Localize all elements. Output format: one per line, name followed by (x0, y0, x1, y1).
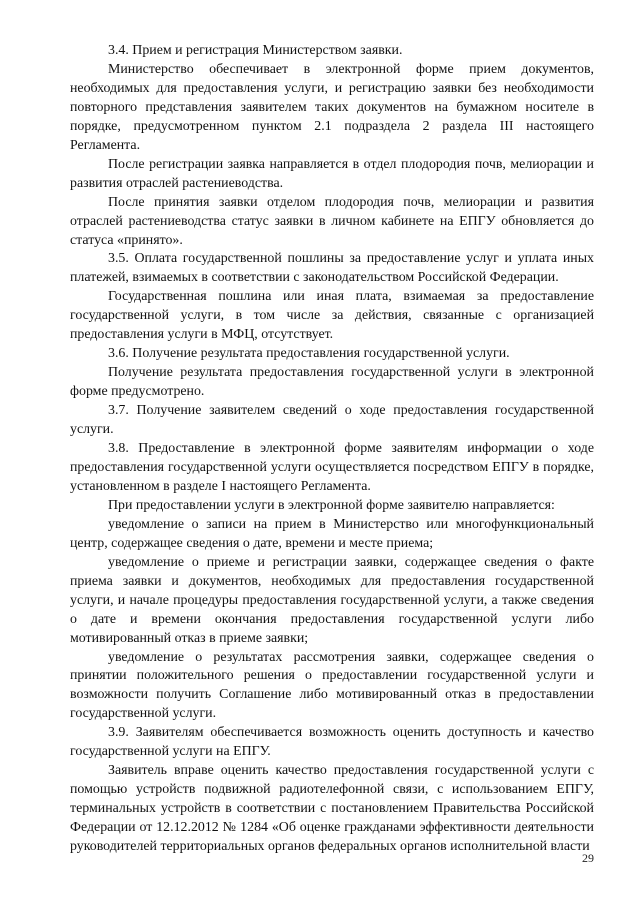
paragraph-result-electronic: Получение результата предоставления государственной услуги в электронной форме предусмотрено. (70, 365, 594, 400)
page-number: 29 (582, 851, 594, 865)
paragraph-3-5-heading: 3.5. Оплата государственной пошлины за предоставление услуг и уплата иных платежей, взимаемых в соответствии с законодательством Российской Федерации. (70, 251, 594, 286)
paragraph-3-8-heading: 3.8. Предоставление в электронной форме заявителям информации о ходе предоставления государственной услуги осуществляется посредством ЕПГУ в порядке, установленном в разделе I настоящего Регламента. (70, 441, 594, 494)
paragraph-3-6-heading: 3.6. Получение результата предоставления государственной услуги. (108, 346, 510, 362)
paragraph-notifications-intro: При предоставлении услуги в электронной форме заявителю направляется: (108, 497, 555, 513)
paragraph-after-registration: После регистрации заявка направляется в отдел плодородия почв, мелиорации и развития отраслей растениеводства. (70, 156, 594, 191)
paragraph-ministry-reception: Министерство обеспечивает в электронной форме прием документов, необходимых для предоставления услуги, и регистрацию заявки без необходимости повторного представления заявителем таких документов на бумажном носителе в порядке, предусмотренном пунктом 2.1 подраздела 2 раздела III настоящего Регламента. (70, 61, 594, 153)
paragraph-3-7-heading: 3.7. Получение заявителем сведений о ходе предоставления государственной услуги. (70, 403, 594, 438)
paragraph-3-4-heading: 3.4. Прием и регистрация Министерством заявки. (108, 43, 403, 58)
paragraph-status-accepted: После принятия заявки отделом плодородия почв, мелиорации и развития отраслей растениеводства статус заявки в личном кабинете на ЕПГУ обновляется до статуса «принято». (70, 194, 594, 248)
paragraph-3-9-heading: 3.9. Заявителям обеспечивается возможность оценить доступность и качество государственной услуги на ЕПГУ. (70, 725, 594, 760)
paragraph-fee-absent: Государственная пошлина или иная плата, взимаемая за предоставление государственной услуги, в том числе за действия, связанные с организацией предоставления услуги в МФЦ, отсутствует. (70, 289, 594, 343)
paragraph-notification-appointment: уведомление о записи на прием в Министерство или многофункциональный центр, содержащее сведения о дате, времени и месте приема; (70, 516, 594, 551)
paragraph-notification-results: уведомление о результатах рассмотрения заявки, содержащее сведения о принятии положительного решения о предоставлении государственной услуги и возможности получить Соглашение либо мотивированный отказ в предоставлении государственной услуги. (70, 649, 594, 722)
paragraph-notification-registration: уведомление о приеме и регистрации заявки, содержащее сведения о факте приема заявки и документов, необходимых для предоставления государственной услуги, и начале процедуры предоставления государственной услуги, а также сведения о дате и времени окончания предоставления государственной услуги либо мотивированный отказ в приеме заявки; (70, 554, 594, 646)
document-body (70, 42, 594, 857)
paragraph-quality-assessment: Заявитель вправе оценить качество предоставления государственной услуги с помощью устройств подвижной радиотелефонной связи, с использованием ЕПГУ, терминальных устройств в соответствии с постановлением Правительства Российской Федерации от 12.12.2012 № 1284 «Об оценке гражданами эффективности деятельности руководителей территориальных органов федеральных органов исполнительной власти (70, 763, 594, 855)
